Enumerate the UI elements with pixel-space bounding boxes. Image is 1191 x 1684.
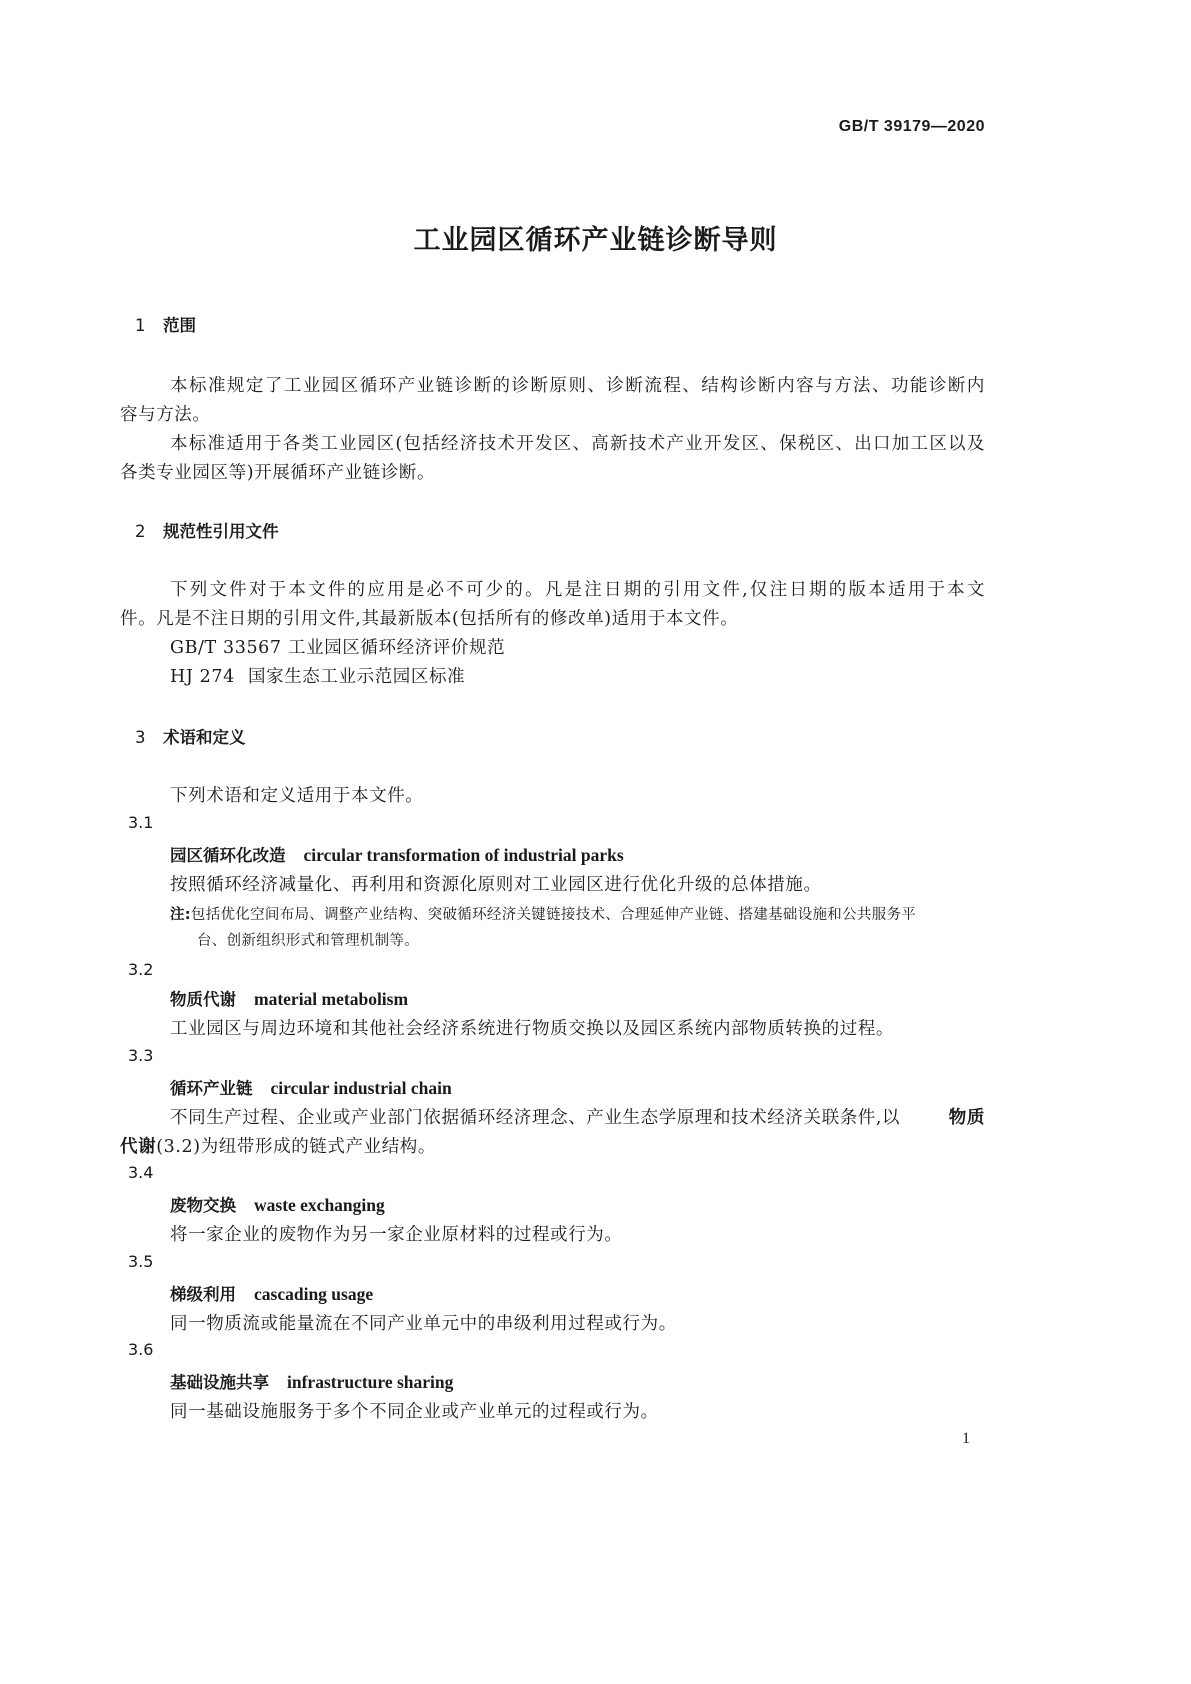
term-number: 3.3 xyxy=(128,1046,154,1065)
term-en: circular transformation of industrial parks xyxy=(303,845,624,865)
paragraph-line: 件。凡是不注日期的引用文件,其最新版本(包括所有的修改单)适用于本文件。 xyxy=(120,609,739,629)
term-heading xyxy=(170,1281,373,1305)
term-number: 3.2 xyxy=(128,960,154,979)
normative-reference xyxy=(170,634,505,659)
paragraph-line: 各类专业园区等)开展循环产业链诊断。 xyxy=(120,463,436,483)
section-2-heading xyxy=(135,518,279,542)
term-definition-continued xyxy=(120,1133,436,1158)
section-number: 2 xyxy=(135,522,146,541)
standard-number: GB/T 39179—2020 xyxy=(838,118,985,135)
term-definition xyxy=(170,1104,985,1129)
term-zh: 基础设施共享 xyxy=(170,1373,269,1392)
definition-text: 不同生产过程、企业或产业部门依据循环经济理念、产业生态学原理和技术经济关联条件,以 xyxy=(170,1108,901,1128)
normative-reference xyxy=(170,663,465,688)
page-number: 1 xyxy=(962,1430,970,1447)
term-heading xyxy=(170,1192,385,1216)
term-en: circular industrial chain xyxy=(270,1078,452,1098)
paragraph-line: 容与方法。 xyxy=(120,405,211,425)
reference-name: 工业园区循环经济评价规范 xyxy=(288,638,506,658)
section-title: 范围 xyxy=(163,316,196,335)
section-1-heading xyxy=(135,312,196,336)
term-definition: 工业园区与周边环境和其他社会经济系统进行物质交换以及园区系统内部物质转换的过程。 xyxy=(170,1019,894,1039)
term-definition: 同一物质流或能量流在不同产业单元中的串级利用过程或行为。 xyxy=(170,1314,677,1334)
definition-text: (3.2)为纽带形成的链式产业结构。 xyxy=(156,1137,436,1157)
term-zh: 梯级利用 xyxy=(170,1285,236,1304)
term-heading xyxy=(170,986,408,1010)
term-zh: 物质代谢 xyxy=(170,990,236,1009)
term-zh: 废物交换 xyxy=(170,1196,236,1215)
paragraph-line: 下列术语和定义适用于本文件。 xyxy=(170,786,424,806)
paragraph-line: 下列文件对于本文件的应用是必不可少的。凡是注日期的引用文件,仅注日期的版本适用于本文 xyxy=(170,580,985,600)
section-3-heading xyxy=(135,724,246,748)
section-title: 术语和定义 xyxy=(163,728,246,747)
term-number: 3.5 xyxy=(128,1252,154,1271)
term-en: cascading usage xyxy=(254,1284,374,1304)
term-definition: 按照循环经济减量化、再利用和资源化原则对工业园区进行优化升级的总体措施。 xyxy=(170,875,822,895)
cross-reference: 代谢 xyxy=(120,1137,157,1157)
paragraph-line: 本标准适用于各类工业园区(包括经济技术开发区、高新技术产业开发区、保税区、出口加工区以及 xyxy=(170,434,985,454)
term-en: material metabolism xyxy=(254,989,409,1009)
term-definition: 将一家企业的废物作为另一家企业原材料的过程或行为。 xyxy=(170,1225,623,1245)
term-number: 3.1 xyxy=(128,813,154,832)
term-number: 3.6 xyxy=(128,1340,154,1359)
term-zh: 园区循环化改造 xyxy=(170,846,286,865)
term-heading xyxy=(170,842,624,866)
term-en: infrastructure sharing xyxy=(287,1372,454,1392)
note-label: 注: xyxy=(170,907,191,923)
section-number: 1 xyxy=(135,316,146,335)
reference-code: GB/T 33567 xyxy=(170,638,282,658)
paragraph-line: 本标准规定了工业园区循环产业链诊断的诊断原则、诊断流程、结构诊断内容与方法、功能诊断内 xyxy=(170,376,985,396)
term-note xyxy=(170,903,916,924)
term-en: waste exchanging xyxy=(254,1195,385,1215)
cross-reference: 物质 xyxy=(948,1108,985,1128)
section-number: 3 xyxy=(135,728,146,747)
term-definition: 同一基础设施服务于多个不同企业或产业单元的过程或行为。 xyxy=(170,1402,659,1422)
term-note-continued: 台、创新组织形式和管理机制等。 xyxy=(197,933,419,949)
term-heading xyxy=(170,1369,453,1393)
section-title: 规范性引用文件 xyxy=(163,522,279,541)
note-text: 包括优化空间布局、调整产业结构、突破循环经济关键链接技术、合理延伸产业链、搭建基础设施和公共服务平 xyxy=(190,907,917,923)
term-heading xyxy=(170,1075,452,1099)
document-title: 工业园区循环产业链诊断导则 xyxy=(413,225,778,256)
term-number: 3.4 xyxy=(128,1163,154,1182)
term-zh: 循环产业链 xyxy=(170,1079,253,1098)
reference-code: HJ 274 xyxy=(170,667,235,687)
reference-name: 国家生态工业示范园区标准 xyxy=(248,667,466,687)
